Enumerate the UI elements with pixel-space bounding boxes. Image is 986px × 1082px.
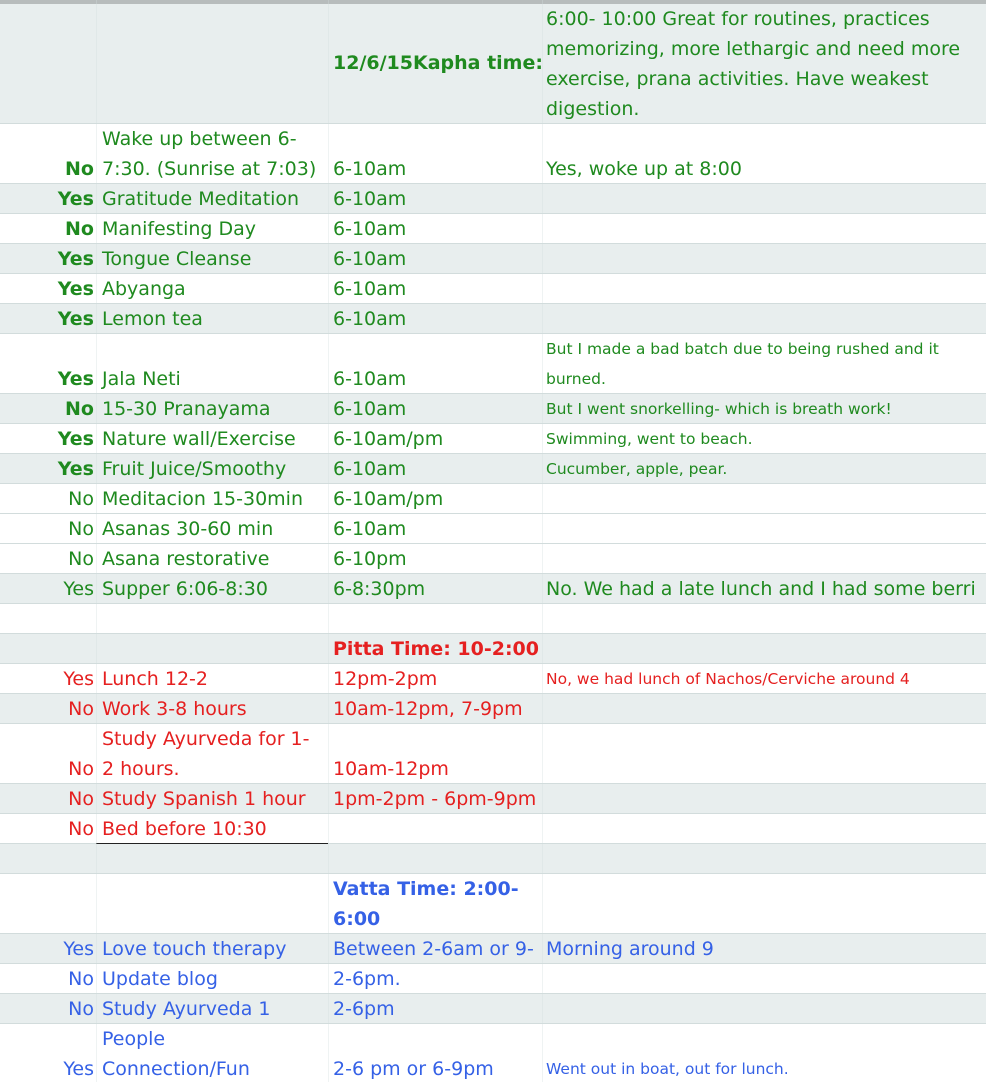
task-cell[interactable] [102, 724, 328, 783]
task-label: 2 hours. [102, 758, 180, 780]
task-cell[interactable] [102, 694, 328, 723]
status-value: Yes [57, 278, 94, 300]
note-text: No, we had lunch of Nachos/Cerviche around 4 [546, 670, 910, 688]
note-text: Cucumber, apple, pear. [546, 460, 728, 478]
note-text: But I made a bad batch due to being rushed and it [546, 340, 939, 358]
task-label: Work 3-8 hours [102, 698, 247, 720]
time-cell[interactable] [333, 964, 543, 993]
time-value: 6-10am [333, 218, 407, 240]
time-cell[interactable] [333, 274, 543, 303]
table-row[interactable] [0, 244, 986, 274]
status-cell[interactable] [0, 244, 94, 273]
time-cell[interactable] [333, 514, 543, 543]
time-value: 12pm-2pm [333, 668, 438, 690]
empty-row[interactable] [0, 604, 986, 634]
status-value: Yes [57, 428, 94, 450]
status-value: No [65, 398, 94, 420]
time-cell[interactable] [333, 184, 543, 213]
note-cell[interactable] [546, 394, 986, 423]
note-cell[interactable] [546, 964, 986, 993]
table-row[interactable] [0, 514, 986, 544]
status-cell[interactable] [0, 664, 94, 693]
kapha-title: 12/6/15Kapha time: [333, 52, 543, 74]
note-cell[interactable] [546, 934, 986, 963]
note-cell[interactable] [546, 484, 986, 513]
task-cell[interactable] [102, 544, 328, 573]
time-cell[interactable] [333, 1024, 543, 1082]
time-value: 6-10am [333, 248, 407, 270]
task-cell[interactable] [102, 964, 328, 993]
time-cell[interactable] [333, 544, 543, 573]
task-cell[interactable] [102, 1024, 328, 1082]
time-value: 6-10am [333, 518, 407, 540]
time-value: 6-10am [333, 458, 407, 480]
task-label: Jala Neti [102, 368, 181, 390]
table-row[interactable] [0, 784, 986, 814]
note-cell[interactable] [546, 994, 986, 1023]
table-row[interactable] [0, 544, 986, 574]
task-cell[interactable] [102, 664, 328, 693]
task-label: Meditacion 15-30min [102, 488, 303, 510]
task-cell[interactable] [102, 304, 328, 333]
kapha-header-row[interactable] [0, 4, 986, 124]
task-label: Love touch therapy [102, 938, 287, 960]
time-cell[interactable] [333, 664, 543, 693]
table-row[interactable] [0, 334, 986, 394]
task-label: Connection/Fun [102, 1058, 250, 1080]
kapha-note-line-1: 6:00- 10:00 Great for routines, practices [546, 8, 930, 30]
time-cell[interactable] [333, 694, 543, 723]
time-cell[interactable] [333, 244, 543, 273]
grid-column-line [328, 0, 329, 1082]
task-cell[interactable] [102, 514, 328, 543]
time-cell[interactable] [333, 124, 543, 183]
time-cell[interactable] [333, 994, 543, 1023]
status-cell[interactable] [0, 514, 94, 543]
table-row[interactable] [0, 124, 986, 184]
note-cell[interactable] [546, 454, 986, 483]
time-value: 10am-12pm [333, 758, 449, 780]
status-value: Yes [57, 368, 94, 390]
task-label: Tongue Cleanse [102, 248, 252, 270]
task-cell[interactable] [102, 574, 328, 603]
status-value: No [68, 968, 94, 990]
note-cell[interactable] [546, 664, 986, 693]
note-cell[interactable] [546, 544, 986, 573]
vatta-title: Vatta Time: 2:00- [333, 878, 519, 900]
time-value: 2-6pm [333, 998, 395, 1020]
status-value: Yes [63, 1058, 94, 1080]
status-cell[interactable] [0, 484, 94, 513]
time-cell[interactable] [333, 484, 543, 513]
task-cell[interactable] [102, 484, 328, 513]
task-cell[interactable] [102, 184, 328, 213]
time-value: 10am-12pm, 7-9pm [333, 698, 523, 720]
task-label: 7:30. (Sunrise at 7:03) [102, 158, 317, 180]
status-value: Yes [57, 188, 94, 210]
kapha-note-line-2: memorizing, more lethargic and need more [546, 38, 961, 60]
status-cell[interactable] [0, 934, 94, 963]
time-cell[interactable] [333, 814, 543, 843]
table-row[interactable] [0, 184, 986, 214]
table-row[interactable] [0, 1024, 986, 1082]
task-cell[interactable] [102, 124, 328, 183]
status-value: No [68, 548, 94, 570]
status-cell[interactable] [0, 544, 94, 573]
time-value: 2-6pm. [333, 968, 401, 990]
task-cell[interactable] [102, 994, 328, 1023]
status-value: No [68, 488, 94, 510]
status-cell[interactable] [0, 454, 94, 483]
note-cell[interactable] [546, 334, 986, 393]
status-cell[interactable] [0, 304, 94, 333]
time-value: 6-10am [333, 398, 407, 420]
time-value: 6-10am [333, 278, 407, 300]
status-cell[interactable] [0, 784, 94, 813]
time-value: 6-10am/pm [333, 428, 444, 450]
pitta-title-row[interactable] [0, 634, 986, 664]
status-value: No [68, 758, 94, 780]
task-label: Study Ayurveda 1 [102, 998, 271, 1020]
time-value: 1pm-2pm - 6pm-9pm [333, 788, 537, 810]
task-label: Asanas 30-60 min [102, 518, 274, 540]
status-value: No [68, 518, 94, 540]
task-label: Lunch 12-2 [102, 668, 208, 690]
note-cell[interactable] [546, 424, 986, 453]
time-value: Between 2-6am or 9- [333, 938, 534, 960]
note-cell[interactable] [546, 694, 986, 723]
task-cell[interactable] [102, 214, 328, 243]
task-label: Asana restorative [102, 548, 270, 570]
time-cell[interactable] [333, 304, 543, 333]
table-row[interactable] [0, 304, 986, 334]
status-cell[interactable] [0, 814, 94, 843]
note-cell[interactable] [546, 124, 986, 183]
task-cell[interactable] [102, 334, 328, 393]
grid-column-line [542, 0, 543, 1082]
status-cell[interactable] [0, 994, 94, 1023]
status-value: Yes [63, 668, 94, 690]
task-label: Update blog [102, 968, 218, 990]
table-row[interactable] [0, 724, 986, 784]
task-cell[interactable] [102, 454, 328, 483]
task-cell[interactable] [102, 814, 328, 843]
status-value: No [68, 998, 94, 1020]
task-label: Supper 6:06-8:30 [102, 578, 268, 600]
table-row[interactable] [0, 934, 986, 964]
time-value: 6-10am [333, 308, 407, 330]
task-cell[interactable] [102, 934, 328, 963]
task-cell[interactable] [102, 424, 328, 453]
status-cell[interactable] [0, 274, 94, 303]
time-cell[interactable] [333, 334, 543, 393]
note-cell[interactable] [546, 304, 986, 333]
time-value: 6-10am/pm [333, 488, 444, 510]
note-text: burned. [546, 370, 606, 388]
kapha-note-line-4: digestion. [546, 98, 640, 120]
table-row[interactable] [0, 574, 986, 604]
table-row[interactable] [0, 484, 986, 514]
status-cell[interactable] [0, 574, 94, 603]
note-cell[interactable] [546, 784, 986, 813]
status-cell[interactable] [0, 334, 94, 393]
time-value: 6-8:30pm [333, 578, 426, 600]
note-text: Swimming, went to beach. [546, 430, 753, 448]
status-value: Yes [63, 938, 94, 960]
task-cell[interactable] [102, 244, 328, 273]
note-cell[interactable] [546, 514, 986, 543]
status-cell[interactable] [0, 424, 94, 453]
time-cell[interactable] [333, 784, 543, 813]
task-label: Abyanga [102, 278, 186, 300]
note-text: No. We had a late lunch and I had some berri [546, 578, 976, 600]
status-value: No [68, 698, 94, 720]
note-text: Morning around 9 [546, 938, 714, 960]
time-value: 6-10am [333, 368, 407, 390]
task-label: People [102, 1028, 166, 1050]
task-label: Study Ayurveda for 1- [102, 728, 310, 750]
status-cell[interactable] [0, 184, 94, 213]
note-cell[interactable] [546, 814, 986, 843]
task-label: Lemon tea [102, 308, 203, 330]
task-label: Nature wall/Exercise [102, 428, 296, 450]
empty-row[interactable] [0, 844, 986, 874]
kapha-title-cell[interactable] [333, 4, 543, 123]
table-row[interactable] [0, 394, 986, 424]
time-value: 2-6 pm or 6-9pm [333, 1058, 494, 1080]
note-cell[interactable] [546, 274, 986, 303]
status-cell[interactable] [0, 964, 94, 993]
status-value: Yes [57, 458, 94, 480]
note-cell[interactable] [546, 184, 986, 213]
status-cell[interactable] [0, 694, 94, 723]
status-value: No [65, 218, 94, 240]
note-cell[interactable] [546, 724, 986, 783]
vatta-title-row[interactable] [0, 874, 986, 934]
note-cell[interactable] [546, 1024, 986, 1082]
status-cell[interactable] [0, 394, 94, 423]
pitta-title: Pitta Time: 10-2:00 [333, 638, 539, 660]
time-value: 6-10pm [333, 548, 407, 570]
task-label: Manifesting Day [102, 218, 257, 240]
task-label: Bed before 10:30 [102, 818, 267, 840]
table-row[interactable] [0, 994, 986, 1024]
grid-column-line [96, 0, 97, 1082]
status-value: No [65, 158, 94, 180]
pitta-title-cell[interactable] [333, 634, 543, 663]
task-label: 15-30 Pranayama [102, 398, 271, 420]
note-text: Went out in boat, out for lunch. [546, 1060, 789, 1078]
time-cell[interactable] [333, 934, 543, 963]
table-row[interactable] [0, 964, 986, 994]
note-text: Yes, woke up at 8:00 [546, 158, 742, 180]
task-label: Wake up between 6- [102, 128, 297, 150]
note-cell[interactable] [546, 574, 986, 603]
time-cell[interactable] [333, 724, 543, 783]
status-cell[interactable] [0, 724, 94, 783]
status-cell[interactable] [0, 124, 94, 183]
task-cell[interactable] [102, 394, 328, 423]
vatta-title: 6:00 [333, 908, 381, 930]
time-value: 6-10am [333, 158, 407, 180]
note-text: But I went snorkelling- which is breath work! [546, 400, 892, 418]
time-value: 6-10am [333, 188, 407, 210]
time-cell[interactable] [333, 214, 543, 243]
table-row[interactable] [0, 214, 986, 244]
status-cell[interactable] [0, 1024, 94, 1082]
table-row[interactable] [0, 274, 986, 304]
table-row[interactable] [0, 814, 986, 844]
time-cell[interactable] [333, 424, 543, 453]
status-value: Yes [57, 308, 94, 330]
table-row[interactable] [0, 694, 986, 724]
task-cell[interactable] [102, 274, 328, 303]
status-cell[interactable] [0, 214, 94, 243]
status-value: Yes [57, 248, 94, 270]
task-label: Study Spanish 1 hour [102, 788, 306, 810]
time-cell[interactable] [333, 394, 543, 423]
status-value: Yes [63, 578, 94, 600]
table-row[interactable] [0, 454, 986, 484]
kapha-note-line-3: exercise, prana activities. Have weakest [546, 68, 929, 90]
task-label: Fruit Juice/Smoothy [102, 458, 287, 480]
vatta-title-cell[interactable] [333, 874, 543, 933]
table-row[interactable] [0, 664, 986, 694]
note-cell[interactable] [546, 214, 986, 243]
time-cell[interactable] [333, 454, 543, 483]
kapha-note-cell[interactable] [546, 4, 986, 123]
note-cell[interactable] [546, 244, 986, 273]
task-label: Gratitude Meditation [102, 188, 300, 210]
time-cell[interactable] [333, 574, 543, 603]
table-row[interactable] [0, 424, 986, 454]
status-value: No [68, 788, 94, 810]
task-cell[interactable] [102, 784, 328, 813]
status-value: No [68, 818, 94, 840]
